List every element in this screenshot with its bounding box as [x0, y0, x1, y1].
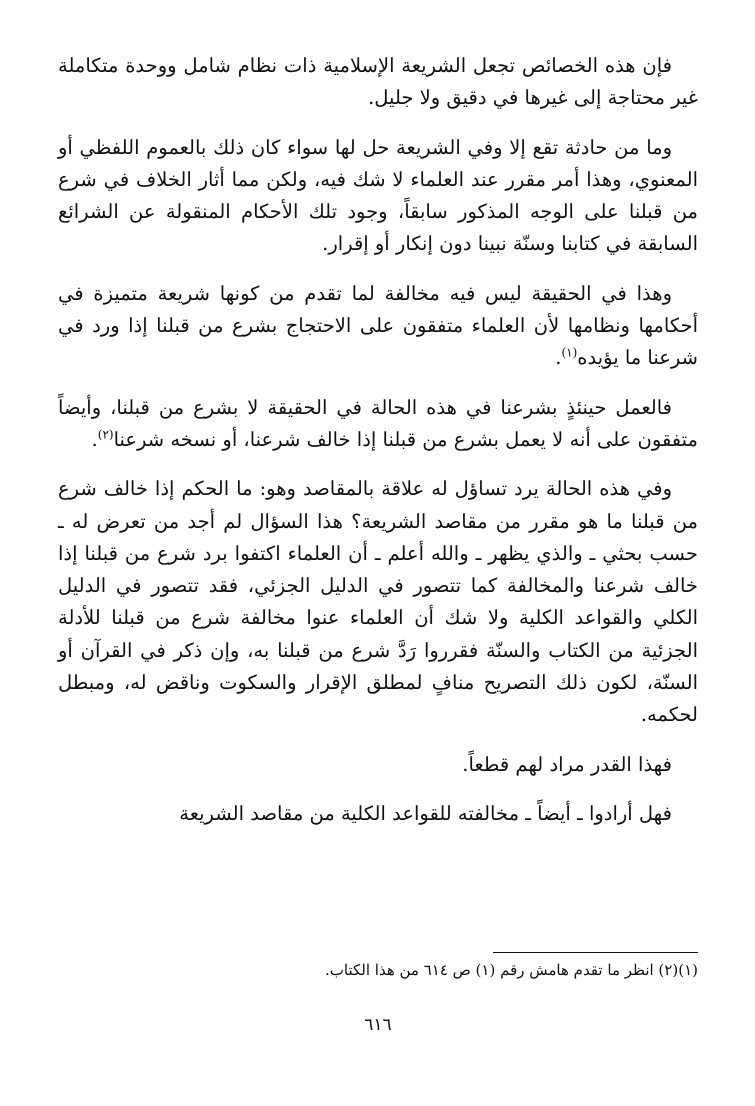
paragraph-2: [58, 132, 698, 261]
paragraph-5-text: وفي هذه الحالة يرد تساؤل له علاقة بالمقاصد وهو: ما الحكم إذا خالف شرع من قبلنا ما هو مقرر من مقاصد الشريعة؟ هذا السؤال لم أجد من تعرض له ـ حسب بحثي ـ والذي يظهر ـ والله أعلم ـ أن العلماء اكتفوا برد شرع من قبلنا إذا خالف شرعنا والمخالفة كما تتصور في الدليل الجزئي، فقد تتصور في الدليل الكلي والقواعد الكلية ولا شك أن العلماء عنوا مخالفة شرع من قبلنا للأدلة الجزئية من الكتاب والسنّة فقرروا رَدَّ شرع من قبلنا به، وإن ذكر في القرآن أو السنّة، لكون ذلك التصريح منافٍ لمطلق الإقرار والسكوت وناقض له، ومبطل لحكمه.: [58, 477, 698, 727]
paragraph-6: [58, 749, 698, 781]
paragraph-6-text: فهذا القدر مراد لهم قطعاً.: [462, 752, 672, 776]
paragraph-3-tail: .: [555, 346, 562, 370]
paragraph-4-tail: .: [91, 427, 98, 451]
page-number: ٦١٦: [364, 1015, 392, 1035]
paragraph-4: [58, 392, 698, 457]
footnote-reference-1[interactable]: (١): [561, 345, 578, 360]
paragraph-1-text: فإن هذه الخصائص تجعل الشريعة الإسلامية ذات نظام شامل ووحدة متكاملة غير محتاجة إلى غيرها في دقيق ولا جليل.: [58, 54, 698, 110]
paragraph-7-text: فهل أرادوا ـ أيضاً ـ مخالفته للقواعد الكلية من مقاصد الشريعة: [179, 801, 672, 825]
footnote: [58, 958, 698, 982]
paragraph-4-text: فالعمل حينئذٍ بشرعنا في هذه الحالة في الحقيقة لا بشرع من قبلنا، وأيضاً متفقون على أنه لا يعمل بشرع من قبلنا إذا خالف شرعنا، أو نسخه شرعنا: [58, 395, 698, 451]
paragraph-2-text: وما من حادثة تقع إلا وفي الشريعة حل لها سواء كان ذلك بالعموم اللفظي أو المعنوي، وهذا أمر مقرر عند العلماء لا شك فيه، ولكن مما أثار الخلاف في شرع من قبلنا على الوجه المذكور سابقاً، وجود تلك الأحكام المنقولة عن الشرائع السابقة في كتابنا وسنّة نبينا دون إنكار أو إقرار.: [58, 135, 698, 256]
footnote-text: (١)(٢) انظر ما تقدم هامش رقم (١) ص ٦١٤ من هذا الكتاب.: [325, 961, 698, 979]
footnote-divider: [493, 952, 698, 953]
paragraph-7: [58, 798, 698, 830]
paragraph-3-text: وهذا في الحقيقة ليس فيه مخالفة لما تقدم من كونها شريعة متميزة في أحكامها ونظامها لأن العلماء متفقون على الاحتجاج بشرع من قبلنا إذا ورد في شرعنا ما يؤيده: [58, 281, 698, 370]
footnote-reference-2[interactable]: (٢): [97, 427, 114, 442]
paragraph-3: [58, 278, 698, 375]
paragraph-5: [58, 473, 698, 731]
paragraph-1: [58, 50, 698, 115]
book-page: [58, 50, 698, 1070]
